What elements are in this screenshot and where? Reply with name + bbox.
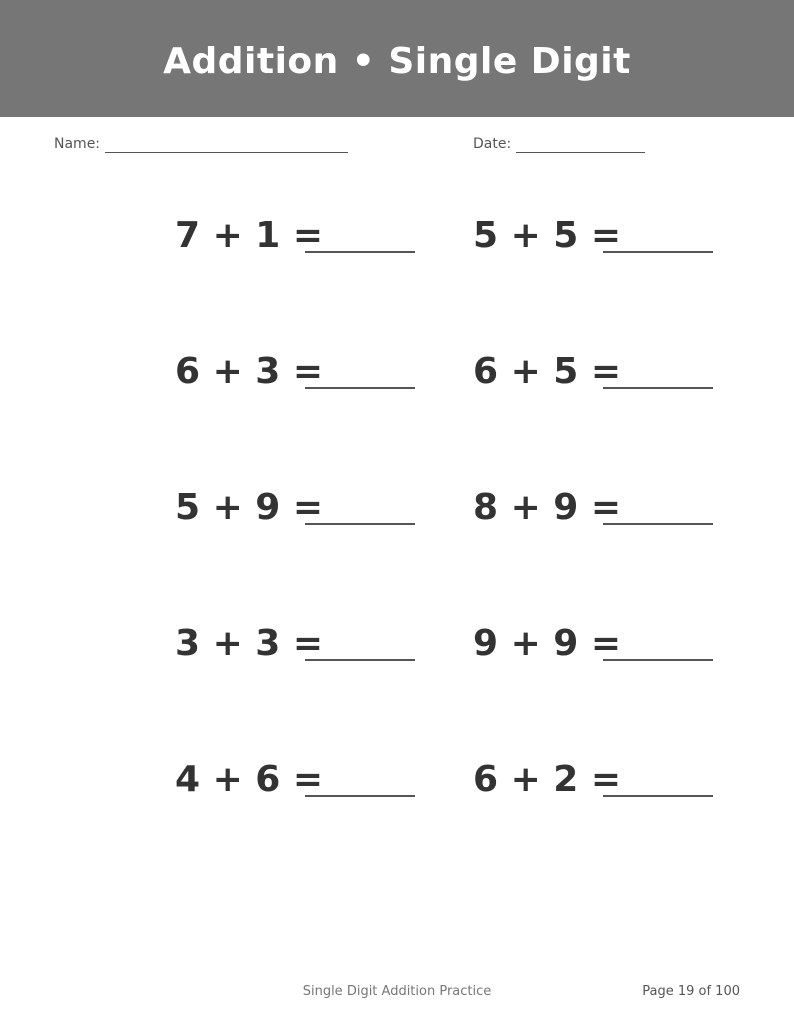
problem: [175, 758, 435, 818]
answer-blank[interactable]: [603, 659, 713, 661]
problem: [473, 350, 733, 410]
name-field: [54, 135, 348, 153]
problem-expression: 7 + 1 =: [175, 215, 324, 256]
page-number: Page 19 of 100: [642, 984, 740, 999]
problem-expression: 9 + 9 =: [473, 623, 622, 664]
answer-blank[interactable]: [305, 795, 415, 797]
date-field: [473, 135, 645, 153]
problem: [473, 486, 733, 546]
problem-expression: 6 + 5 =: [473, 351, 622, 392]
name-label: Name:: [54, 136, 101, 152]
page-title: Addition • Single Digit: [163, 41, 631, 82]
answer-blank[interactable]: [603, 523, 713, 525]
problem-expression: 6 + 2 =: [473, 759, 622, 800]
answer-blank[interactable]: [603, 251, 713, 253]
answer-blank[interactable]: [603, 387, 713, 389]
problem: [473, 214, 733, 274]
problem: [473, 758, 733, 818]
name-blank-line[interactable]: [105, 136, 348, 153]
problem-expression: 3 + 3 =: [175, 623, 324, 664]
answer-blank[interactable]: [305, 523, 415, 525]
problem: [473, 622, 733, 682]
problem: [175, 622, 435, 682]
answer-blank[interactable]: [305, 387, 415, 389]
problem: [175, 350, 435, 410]
problem-expression: 5 + 9 =: [175, 487, 324, 528]
problem: [175, 486, 435, 546]
answer-blank[interactable]: [305, 659, 415, 661]
answer-blank[interactable]: [305, 251, 415, 253]
problem-expression: 8 + 9 =: [473, 487, 622, 528]
problem-expression: 4 + 6 =: [175, 759, 324, 800]
problem-expression: 5 + 5 =: [473, 215, 622, 256]
date-blank-line[interactable]: [516, 136, 645, 153]
header-banner: [0, 0, 794, 117]
problem: [175, 214, 435, 274]
answer-blank[interactable]: [603, 795, 713, 797]
footer-caption: Single Digit Addition Practice: [302, 984, 492, 999]
date-label: Date:: [473, 136, 512, 152]
problem-expression: 6 + 3 =: [175, 351, 324, 392]
